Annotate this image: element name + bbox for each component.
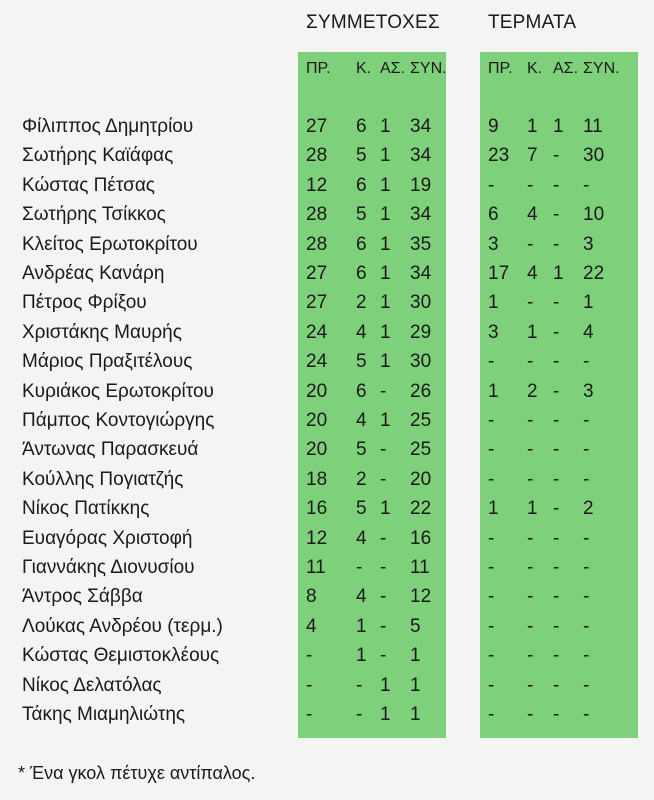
goal-cell: -: [583, 351, 590, 373]
goal-cell: -: [553, 674, 560, 696]
goal-cell: -: [527, 586, 534, 608]
player-name: Νίκος Πατίκκης: [22, 498, 150, 520]
appearance-cell: 12: [306, 174, 328, 196]
appearance-cell: 6: [356, 174, 367, 196]
table-row: [0, 439, 654, 468]
goal-cell: -: [527, 468, 534, 490]
appearance-cell: 2: [356, 292, 367, 314]
player-name: Κώστας Πέτσας: [22, 174, 155, 196]
player-name: Άντρος Σάββα: [22, 586, 143, 608]
player-name: Φίλιππος Δημητρίου: [22, 116, 194, 137]
player-name: Πέτρος Φρίξου: [22, 292, 147, 314]
goal-cell: -: [583, 674, 590, 696]
player-name: Κλείτος Ερωτοκρίτου: [22, 233, 198, 255]
appearance-cell: 5: [356, 351, 367, 373]
goal-cell: 9: [488, 116, 499, 137]
goal-cell: -: [553, 321, 560, 343]
appearance-cell: 1: [410, 674, 421, 696]
appearance-cell: 6: [356, 263, 367, 284]
appearance-cell: 20: [306, 439, 328, 461]
appearance-cell: 27: [306, 292, 328, 314]
goal-cell: 3: [583, 233, 594, 255]
appearance-cell: 5: [356, 439, 367, 461]
appearance-cell: -: [356, 704, 363, 725]
goal-cell: -: [488, 615, 495, 637]
appearance-cell: 22: [410, 498, 432, 520]
table-row: [0, 204, 654, 233]
goal-cell: 1: [553, 263, 564, 284]
appearance-cell: 12: [410, 586, 432, 608]
goal-cell: -: [488, 174, 495, 196]
appearance-cell: 5: [356, 145, 367, 167]
player-name: Τάκης Μιαμηλιώτης: [22, 704, 186, 725]
player-name: Μάριος Πραξιτέλους: [22, 351, 193, 373]
appearance-cell: 8: [306, 586, 317, 608]
goal-cell: 6: [488, 204, 499, 226]
appearance-cell: 34: [410, 116, 432, 137]
player-name: Λούκας Ανδρέου (τερμ.): [22, 615, 223, 637]
goal-cell: -: [553, 233, 560, 255]
player-name: Κούλλης Πογιατζής: [22, 468, 184, 490]
goal-cell: -: [527, 645, 534, 667]
appearance-cell: 12: [306, 527, 328, 549]
goal-cell: -: [583, 704, 590, 725]
goal-cell: -: [488, 351, 495, 373]
appearance-cell: -: [306, 674, 313, 696]
goal-cell: -: [583, 439, 590, 461]
appearance-cell: 1: [380, 321, 391, 343]
player-name: Άντωνας Παρασκευά: [22, 439, 199, 461]
appearance-cell: 1: [380, 292, 391, 314]
appearance-cell: 5: [356, 498, 367, 520]
appearance-cell: -: [380, 439, 387, 461]
goal-cell: -: [488, 674, 495, 696]
goal-cell: -: [583, 174, 590, 196]
appearance-cell: 5: [410, 615, 421, 637]
goal-cell: 4: [527, 263, 538, 284]
apps-col-header: ΑΣ.: [380, 60, 406, 77]
appearance-cell: 4: [306, 615, 317, 637]
table-row: [0, 263, 654, 292]
appearance-cell: 1: [380, 204, 391, 226]
goals-col-header: ΠΡ.: [488, 60, 513, 77]
table-row: [0, 410, 654, 439]
table-row: [0, 528, 654, 557]
goal-cell: -: [553, 704, 560, 725]
player-name: Κώστας Θεμιστοκλέους: [22, 645, 220, 667]
player-name: Σωτήρης Καϊάφας: [22, 145, 174, 167]
appearance-cell: -: [380, 586, 387, 608]
appearance-cell: 35: [410, 233, 432, 255]
appearance-cell: 1: [356, 645, 367, 667]
goal-cell: 1: [488, 498, 499, 520]
goal-cell: 10: [583, 204, 605, 226]
appearance-cell: -: [380, 468, 387, 490]
goal-cell: -: [553, 557, 560, 578]
appearance-cell: 27: [306, 116, 328, 137]
table-row: [0, 234, 654, 263]
goal-cell: -: [553, 586, 560, 608]
table-row: [0, 351, 654, 380]
goal-cell: 1: [527, 321, 538, 343]
goal-cell: -: [527, 292, 534, 314]
goal-cell: -: [527, 704, 534, 725]
appearance-cell: 34: [410, 204, 432, 226]
table-row: [0, 616, 654, 645]
appearance-cell: 20: [306, 410, 328, 431]
appearance-cell: 1: [380, 410, 391, 431]
table-row: [0, 704, 654, 733]
goal-cell: -: [553, 498, 560, 520]
goals-col-header: ΣΥΝ.: [583, 60, 620, 77]
appearance-cell: 24: [306, 321, 328, 343]
goal-cell: 1: [553, 116, 564, 137]
goal-cell: 3: [583, 380, 594, 402]
player-name: Ευαγόρας Χριστοφή: [22, 527, 193, 549]
table-row: [0, 675, 654, 704]
table-row: [0, 322, 654, 351]
goal-cell: -: [527, 233, 534, 255]
goal-cell: -: [527, 527, 534, 549]
table-row: [0, 645, 654, 674]
appearance-cell: 28: [306, 233, 328, 255]
goal-cell: -: [553, 292, 560, 314]
goal-cell: 2: [583, 498, 594, 520]
goal-cell: 11: [583, 116, 603, 137]
goal-cell: -: [583, 645, 590, 667]
player-name: Χριστάκης Μαυρής: [22, 321, 182, 343]
appearance-cell: 4: [356, 527, 367, 549]
goal-cell: -: [527, 615, 534, 637]
appearance-cell: 1: [410, 645, 421, 667]
appearance-cell: 1: [380, 674, 391, 696]
table-row: [0, 586, 654, 615]
apps-col-header: ΠΡ.: [306, 60, 331, 77]
goal-cell: -: [583, 586, 590, 608]
table-row: [0, 116, 654, 145]
goal-cell: -: [488, 468, 495, 490]
goal-cell: -: [553, 615, 560, 637]
appearance-cell: 1: [380, 704, 391, 725]
goal-cell: 3: [488, 321, 499, 343]
appearance-cell: 11: [410, 557, 430, 578]
appearance-cell: 19: [410, 174, 432, 196]
appearance-cell: 16: [410, 527, 432, 549]
apps-col-header: ΣΥΝ.: [410, 60, 447, 77]
goal-cell: 4: [527, 204, 538, 226]
goal-cell: -: [583, 410, 590, 431]
goal-cell: 23: [488, 145, 510, 167]
appearance-cell: 18: [306, 468, 328, 490]
appearance-cell: 27: [306, 263, 328, 284]
goal-cell: -: [488, 645, 495, 667]
appearance-cell: 29: [410, 321, 432, 343]
player-name: Νίκος Δελατόλας: [22, 674, 162, 696]
goal-cell: -: [553, 351, 560, 373]
table-row: [0, 381, 654, 410]
appearance-cell: 30: [410, 351, 432, 373]
appearances-header: ΣΥΜΜΕΤΟΧΕΣ: [306, 12, 440, 33]
goals-col-header: Κ.: [527, 60, 543, 77]
appearance-cell: 24: [306, 351, 328, 373]
goal-cell: -: [553, 380, 560, 402]
appearance-cell: 28: [306, 204, 328, 226]
goal-cell: -: [488, 410, 495, 431]
appearance-cell: 6: [356, 233, 367, 255]
goal-cell: -: [553, 410, 560, 431]
appearance-cell: 4: [356, 410, 367, 431]
goal-cell: -: [583, 615, 590, 637]
player-name: Κυριάκος Ερωτοκρίτου: [22, 380, 214, 402]
goals-col-header: ΑΣ.: [553, 60, 579, 77]
player-name: Σωτήρης Τσίκκος: [22, 204, 166, 226]
table-row: [0, 469, 654, 498]
appearance-cell: -: [380, 557, 387, 578]
goal-cell: -: [553, 174, 560, 196]
goal-cell: 1: [527, 498, 538, 520]
goal-cell: 4: [583, 321, 594, 343]
goal-cell: -: [527, 410, 534, 431]
appearance-cell: 1: [380, 233, 391, 255]
appearance-cell: 4: [356, 321, 367, 343]
appearance-cell: -: [380, 380, 387, 402]
table-row: [0, 145, 654, 174]
appearance-cell: 11: [306, 557, 326, 578]
apps-col-header: Κ.: [356, 60, 372, 77]
appearance-cell: -: [380, 527, 387, 549]
goal-cell: 2: [527, 380, 538, 402]
appearance-cell: -: [306, 645, 313, 667]
goal-cell: 30: [583, 145, 605, 167]
goal-cell: -: [583, 527, 590, 549]
player-name: Πάμπος Κοντογιώργης: [22, 410, 215, 431]
appearance-cell: 1: [380, 174, 391, 196]
appearance-cell: 20: [410, 468, 432, 490]
footnote: * Ένα γκολ πέτυχε αντίπαλος.: [18, 763, 256, 783]
goal-cell: 22: [583, 263, 605, 284]
appearance-cell: 1: [380, 263, 391, 284]
appearance-cell: 2: [356, 468, 367, 490]
goal-cell: -: [488, 527, 495, 549]
goal-cell: -: [553, 645, 560, 667]
player-name: Ανδρέας Κανάρη: [22, 263, 165, 284]
appearance-cell: 1: [380, 351, 391, 373]
appearance-cell: -: [356, 674, 363, 696]
appearance-cell: 25: [410, 410, 432, 431]
appearance-cell: 28: [306, 145, 328, 167]
appearance-cell: -: [356, 557, 363, 578]
goal-cell: -: [488, 586, 495, 608]
goal-cell: -: [527, 174, 534, 196]
goals-header: ΤΕΡΜΑΤΑ: [488, 12, 577, 33]
appearance-cell: -: [380, 615, 387, 637]
goal-cell: -: [488, 704, 495, 725]
appearance-cell: 5: [356, 204, 367, 226]
goal-cell: 1: [527, 116, 538, 137]
goal-cell: 7: [527, 145, 538, 167]
goal-cell: -: [553, 527, 560, 549]
appearance-cell: 1: [380, 116, 391, 137]
appearance-cell: -: [380, 645, 387, 667]
goal-cell: -: [527, 351, 534, 373]
player-name: Γιαννάκης Διονυσίου: [22, 557, 195, 578]
goal-cell: -: [553, 468, 560, 490]
goal-cell: 1: [583, 292, 594, 314]
goal-cell: 1: [488, 292, 499, 314]
appearance-cell: 1: [380, 498, 391, 520]
goal-cell: -: [553, 439, 560, 461]
appearance-cell: 1: [410, 704, 421, 725]
appearance-cell: 1: [380, 145, 391, 167]
goal-cell: -: [583, 557, 590, 578]
table-row: [0, 292, 654, 321]
appearance-cell: 6: [356, 380, 367, 402]
goal-cell: -: [553, 204, 560, 226]
appearance-cell: 4: [356, 586, 367, 608]
appearance-cell: 25: [410, 439, 432, 461]
goal-cell: -: [488, 439, 495, 461]
goal-cell: -: [488, 557, 495, 578]
goal-cell: -: [553, 145, 560, 167]
goal-cell: -: [527, 674, 534, 696]
table-row: [0, 175, 654, 204]
goal-cell: -: [527, 557, 534, 578]
appearance-cell: 34: [410, 145, 432, 167]
goal-cell: 1: [488, 380, 499, 402]
goal-cell: 17: [488, 263, 510, 284]
appearance-cell: 6: [356, 116, 367, 137]
goal-cell: 3: [488, 233, 499, 255]
goal-cell: -: [527, 439, 534, 461]
appearance-cell: 26: [410, 380, 432, 402]
table-row: [0, 498, 654, 527]
appearance-cell: -: [306, 704, 313, 725]
goal-cell: -: [583, 468, 590, 490]
appearance-cell: 20: [306, 380, 328, 402]
appearance-cell: 34: [410, 263, 432, 284]
appearance-cell: 16: [306, 498, 328, 520]
appearance-cell: 1: [356, 615, 367, 637]
table-row: [0, 557, 654, 586]
appearance-cell: 30: [410, 292, 432, 314]
